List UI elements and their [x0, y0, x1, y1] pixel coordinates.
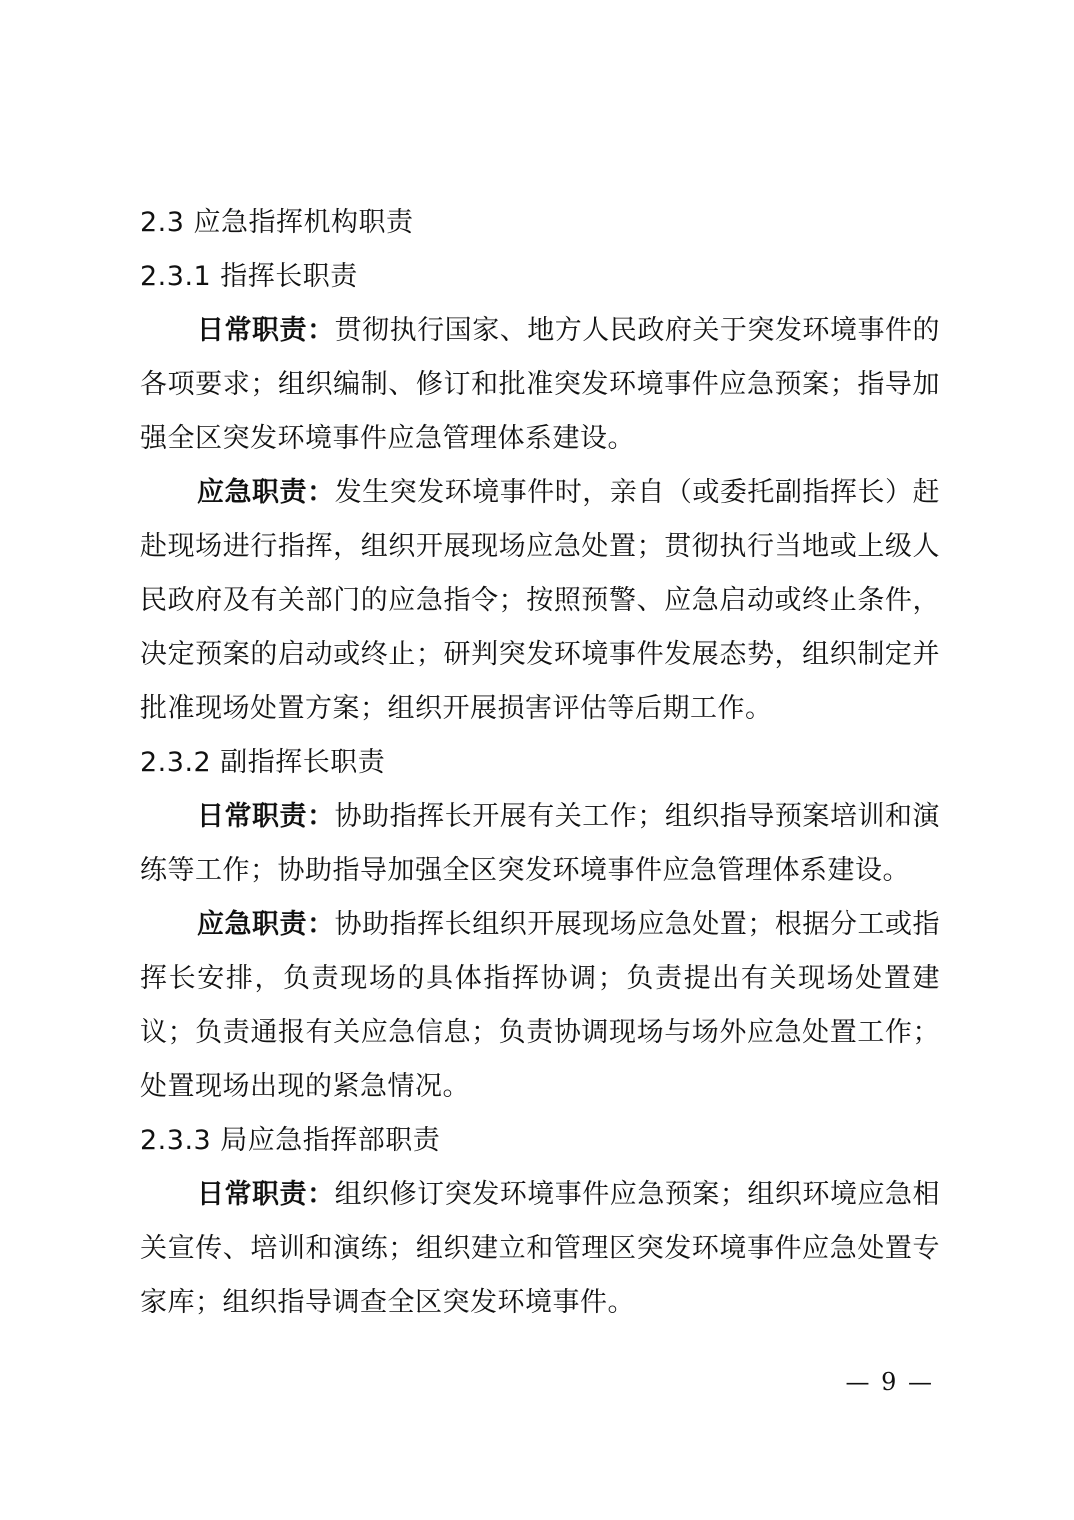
section-heading-2-3: 2.3 应急指挥机构职责: [140, 207, 414, 238]
daily-duties-text: 贯彻执行国家、地方人民政府关于突发环境事件的各项要求；组织编制、修订和批准突发环境事件应急预案；指导加强全区突发环境事件应急管理体系建设。: [140, 315, 941, 454]
daily-duties-label: 日常职责：: [197, 1179, 335, 1210]
paragraph-deputy-daily: [140, 790, 940, 898]
emergency-duties-text: 发生突发环境事件时，亲自（或委托副指挥长）赶赴现场进行指挥，组织开展现场应急处置；贯彻执行当地或上级人民政府及有关部门的应急指令；按照预警、应急启动或终止条件，决定预案的启动或终止；研判突发环境事件发展态势，组织制定并批准现场处置方案；组织开展损害评估等后期工作。: [140, 477, 941, 724]
emergency-duties-text: 协助指挥长组织开展现场应急处置；根据分工或指挥长安排，负责现场的具体指挥协调；负责提出有关现场处置建议；负责通报有关应急信息；负责协调现场与场外应急处置工作；处置现场出现的紧急情况。: [140, 909, 941, 1102]
daily-duties-label: 日常职责：: [197, 315, 335, 346]
paragraph-deputy-emergency: [140, 898, 940, 1114]
document-body: [140, 196, 940, 1330]
page-number: — 9 —: [845, 1368, 934, 1396]
section-heading-2-3-3: 2.3.3 局应急指挥部职责: [140, 1125, 441, 1156]
paragraph-commander-daily: [140, 304, 940, 466]
daily-duties-text: 组织修订突发环境事件应急预案；组织环境应急相关宣传、培训和演练；组织建立和管理区突发环境事件应急处置专家库；组织指导调查全区突发环境事件。: [140, 1179, 941, 1318]
paragraph-commander-emergency: [140, 466, 940, 736]
section-heading-2-3-2: 2.3.2 副指挥长职责: [140, 747, 386, 778]
daily-duties-text: 协助指挥长开展有关工作；组织指导预案培训和演练等工作；协助指导加强全区突发环境事件应急管理体系建设。: [140, 801, 941, 886]
section-heading-2-3-1: 2.3.1 指挥长职责: [140, 261, 358, 292]
daily-duties-label: 日常职责：: [197, 801, 335, 832]
paragraph-bureau-daily: [140, 1168, 940, 1330]
emergency-duties-label: 应急职责：: [197, 477, 335, 508]
emergency-duties-label: 应急职责：: [197, 909, 335, 940]
